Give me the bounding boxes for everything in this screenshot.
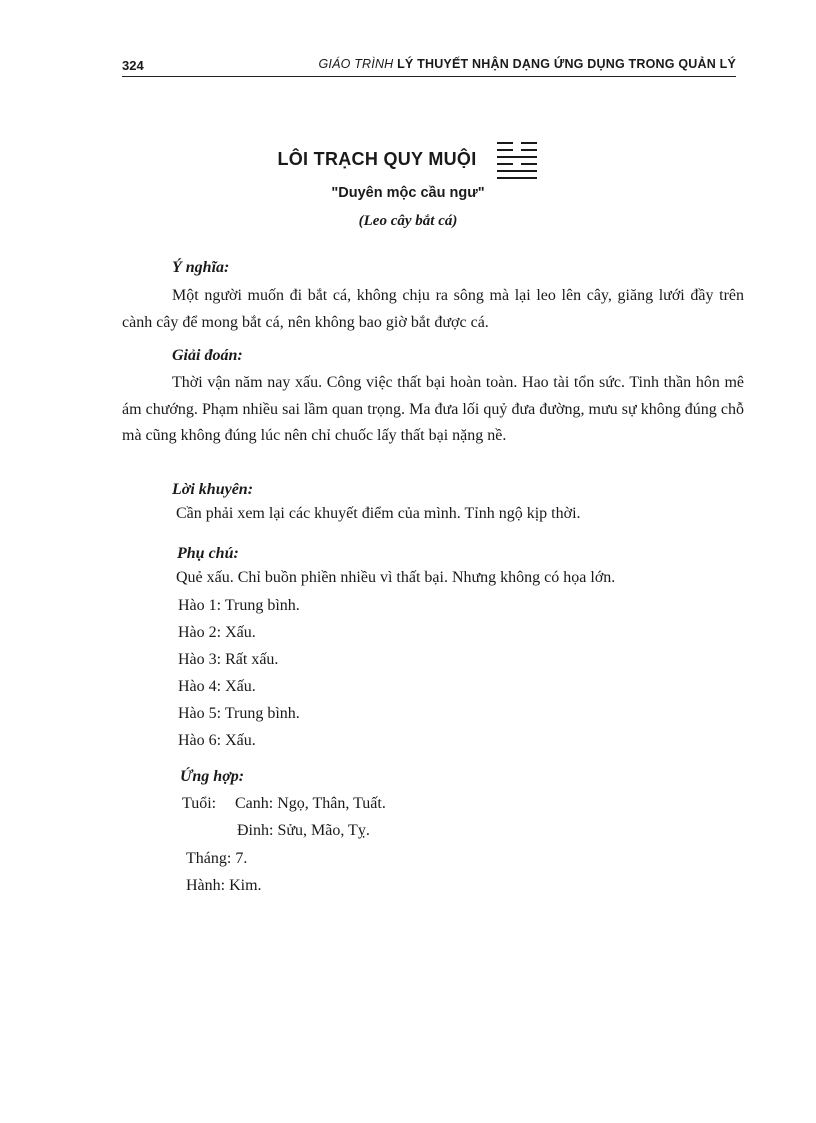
hanh-line: Hành: Kim. — [186, 877, 262, 894]
phu-chu-line: Hào 5: Trung bình. — [178, 705, 300, 722]
paragraph-y-nghia — [122, 283, 744, 336]
phu-chu-line: Hào 1: Trung bình. — [178, 597, 300, 614]
heading-y-nghia: Ý nghĩa: — [172, 259, 230, 276]
phu-chu-line: Hào 4: Xấu. — [178, 678, 256, 695]
heading-loi-khuyen: Lời khuyên: — [172, 481, 254, 498]
paragraph-loi-khuyen: Cần phải xem lại các khuyết điểm của mình. Tỉnh ngộ kịp thời. — [176, 505, 581, 522]
running-title-italic: GIÁO TRÌNH — [318, 57, 394, 71]
heading-phu-chu: Phụ chú: — [177, 545, 239, 562]
running-header — [122, 52, 736, 77]
thang-line: Tháng: 7. — [186, 850, 248, 867]
phu-chu-line: Hào 3: Rất xấu. — [178, 651, 279, 668]
phu-chu-line: Hào 6: Xấu. — [178, 732, 256, 749]
paragraph-giai-doan-text: Thời vận năm nay xấu. Công việc thất bại hoàn toàn. Hao tài tổn sức. Tinh thần hôn mê ám chướng. Phạm nhiều sai lầm quan trọng. Ma đưa lối quỷ đưa đường, mưu sự không đúng chỗ mà cũng không đúng lúc nên chỉ chuốc lấy thất bại nặng nề. — [122, 374, 744, 444]
heading-ung-hop: Ứng hợp: — [180, 768, 245, 785]
chapter-title: LÔI TRẠCH QUY MUỘI — [277, 148, 477, 169]
phu-chu-line: Quẻ xấu. Chỉ buồn phiền nhiều vì thất bại. Nhưng không có họa lớn. — [176, 569, 616, 586]
running-title — [318, 57, 736, 71]
chapter-title-row — [0, 138, 816, 180]
tuoi-canh: Canh: Ngọ, Thân, Tuất. — [235, 795, 386, 812]
heading-giai-doan: Giải đoán: — [172, 347, 243, 364]
running-title-rest: LÝ THUYẾT NHẬN DẠNG ỨNG DỤNG TRONG QUẢN LÝ — [397, 57, 736, 71]
phu-chu-line: Hào 2: Xấu. — [178, 624, 256, 641]
chapter-translation: (Leo cây bắt cá) — [358, 213, 458, 229]
tuoi-dinh: Đinh: Sửu, Mão, Tỵ. — [237, 822, 370, 839]
page-number: 324 — [122, 58, 144, 73]
hexagram-icon — [495, 140, 539, 182]
paragraph-giai-doan — [122, 370, 744, 450]
tuoi-label: Tuổi: — [182, 795, 217, 812]
paragraph-y-nghia-text: Một người muốn đi bắt cá, không chịu ra sông mà lại leo lên cây, giăng lưới đầy trên cành cây để mong bắt cá, nên không bao giờ bắt được cá. — [122, 287, 744, 331]
chapter-subtitle: "Duyên mộc cầu ngư" — [331, 185, 485, 201]
